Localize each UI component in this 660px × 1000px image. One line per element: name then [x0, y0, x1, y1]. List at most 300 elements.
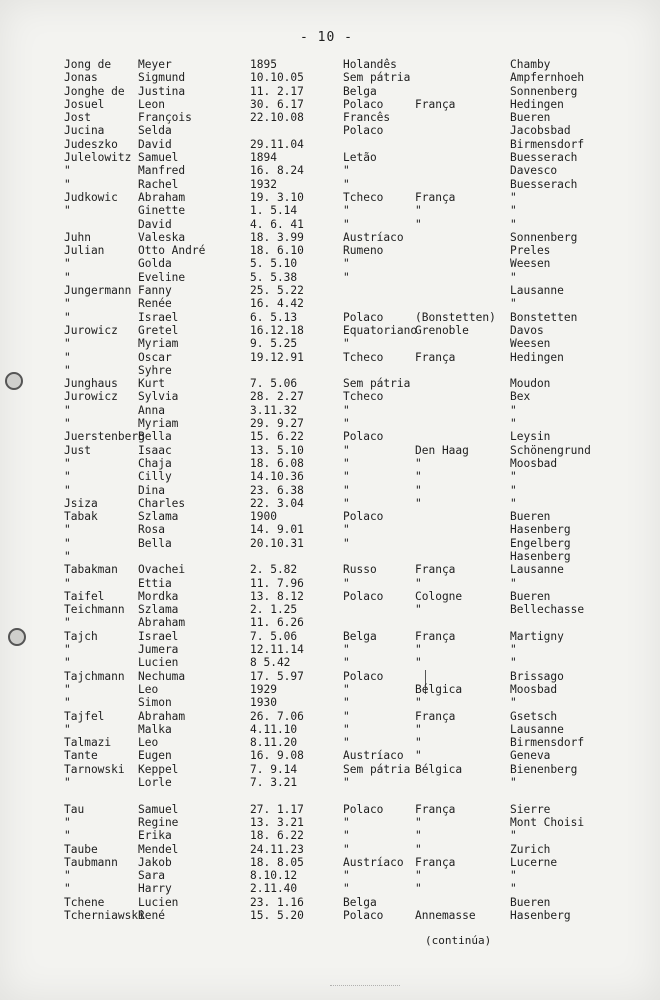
place-cell: Hedingen [510, 350, 564, 364]
place-cell: Davos [510, 323, 544, 337]
origin-note-cell: França [415, 190, 456, 204]
nationality-cell: Tcheco [343, 350, 384, 364]
surname-cell: Tchene [64, 895, 105, 909]
surname-cell: Tau [64, 802, 85, 816]
list-row [0, 816, 660, 829]
nationality-cell: Polaco [343, 802, 384, 816]
nationality-cell: Russo [343, 563, 377, 577]
surname-cell: " [64, 682, 71, 696]
surname-cell: " [64, 829, 71, 843]
list-row [0, 257, 660, 270]
list-row [0, 457, 660, 470]
surname-cell: Jost [64, 111, 91, 125]
surname-cell: Just [64, 443, 91, 457]
date-cell: 18. 3.99 [250, 230, 304, 244]
origin-note-cell: França [415, 629, 456, 643]
list-row [0, 178, 660, 191]
list-row [0, 803, 660, 816]
nationality-cell: " [343, 483, 350, 497]
nationality-cell: " [343, 842, 350, 856]
surname-cell: " [64, 536, 71, 550]
date-cell: 4. 6. 41 [250, 217, 304, 231]
origin-note-cell: " [415, 656, 422, 670]
given-name-cell: Leo [138, 736, 159, 750]
place-cell: Leysin [510, 430, 551, 444]
list-row [0, 297, 660, 310]
place-cell: " [510, 643, 517, 657]
list-row [0, 789, 660, 802]
given-name-cell: Bella [138, 536, 172, 550]
given-name-cell: Samuel [138, 802, 179, 816]
given-name-cell: Dina [138, 483, 165, 497]
list-row [0, 523, 660, 536]
date-cell: 22. 3.04 [250, 496, 304, 510]
surname-cell: Taifel [64, 589, 105, 603]
place-cell: Bueren [510, 111, 551, 125]
place-cell: Chamby [510, 58, 551, 71]
list-row [0, 351, 660, 364]
nationality-cell: " [343, 696, 350, 710]
name-list [0, 58, 660, 922]
date-cell: 1. 5.14 [250, 204, 298, 218]
date-cell: 4.11.10 [250, 722, 298, 736]
place-cell: " [510, 483, 517, 497]
nationality-cell: " [343, 656, 350, 670]
origin-note-cell: França [415, 855, 456, 869]
surname-cell: Juerstenberg [64, 430, 145, 444]
nationality-cell: Letão [343, 151, 377, 165]
nationality-cell: " [343, 496, 350, 510]
given-name-cell: Sylvia [138, 390, 179, 404]
date-cell: 23. 6.38 [250, 483, 304, 497]
place-cell: " [510, 470, 517, 484]
surname-cell: Jonas [64, 71, 98, 85]
given-name-cell: Justina [138, 84, 186, 98]
nationality-cell: " [343, 204, 350, 218]
date-cell: 7. 9.14 [250, 762, 298, 776]
date-cell: 26. 7.06 [250, 709, 304, 723]
place-cell: " [510, 696, 517, 710]
list-row [0, 869, 660, 882]
place-cell: Geneva [510, 749, 551, 763]
surname-cell: Jong de [64, 58, 112, 71]
given-name-cell: Malka [138, 722, 172, 736]
given-name-cell: Nechuma [138, 669, 186, 683]
given-name-cell: Abraham [138, 709, 186, 723]
origin-note-cell: " [415, 603, 422, 617]
nationality-cell: Austríaco [343, 855, 404, 869]
list-row [0, 111, 660, 124]
nationality-cell: " [343, 709, 350, 723]
surname-cell: " [64, 643, 71, 657]
place-cell: Jacobsbad [510, 124, 571, 138]
date-cell: 16.12.18 [250, 323, 304, 337]
place-cell: Moudon [510, 377, 551, 391]
date-cell: 18. 6.22 [250, 829, 304, 843]
date-cell: 2. 5.82 [250, 563, 298, 577]
given-name-cell: Myriam [138, 417, 179, 431]
date-cell: 15. 5.20 [250, 909, 304, 922]
nationality-cell: " [343, 523, 350, 537]
given-name-cell: Lorle [138, 776, 172, 790]
given-name-cell: Israel [138, 310, 179, 324]
surname-cell: Julelowitz [64, 151, 132, 165]
date-cell: 8.10.12 [250, 869, 298, 883]
date-cell: 5. 5.38 [250, 270, 298, 284]
nationality-cell: Tcheco [343, 390, 384, 404]
place-cell: Preles [510, 244, 551, 258]
date-cell: 20.10.31 [250, 536, 304, 550]
list-row [0, 590, 660, 603]
list-row [0, 364, 660, 377]
place-cell: Ampfernhoeh [510, 71, 585, 85]
list-row [0, 98, 660, 111]
surname-cell: " [64, 815, 71, 829]
given-name-cell: Jakob [138, 855, 172, 869]
surname-cell: " [64, 164, 71, 178]
nationality-cell: " [343, 443, 350, 457]
nationality-cell: Belga [343, 84, 377, 98]
date-cell: 1895 [250, 58, 277, 71]
date-cell: 1894 [250, 151, 277, 165]
nationality-cell: " [343, 164, 350, 178]
surname-cell: Tabakman [64, 563, 118, 577]
given-name-cell: Valeska [138, 230, 186, 244]
surname-cell: Tajch [64, 629, 98, 643]
given-name-cell: Szlama [138, 510, 179, 524]
origin-note-cell: " [415, 576, 422, 590]
given-name-cell: Keppel [138, 762, 179, 776]
list-row [0, 776, 660, 789]
surname-cell: Taube [64, 842, 98, 856]
origin-note-cell: " [415, 749, 422, 763]
nationality-cell: " [343, 470, 350, 484]
nationality-cell: Equatoriano [343, 323, 418, 337]
surname-cell: Taubmann [64, 855, 118, 869]
surname-cell: Jsiza [64, 496, 98, 510]
nationality-cell: " [343, 736, 350, 750]
date-cell: 29.11.04 [250, 137, 304, 151]
given-name-cell: Mendel [138, 842, 179, 856]
origin-note-cell: " [415, 736, 422, 750]
list-row [0, 829, 660, 842]
surname-cell: " [64, 882, 71, 896]
place-cell: Hasenberg [510, 909, 571, 922]
surname-cell: Jungermann [64, 284, 132, 298]
date-cell: 14.10.36 [250, 470, 304, 484]
date-cell: 16. 8.24 [250, 164, 304, 178]
date-cell: 11. 6.26 [250, 616, 304, 630]
given-name-cell: Leo [138, 682, 159, 696]
place-cell: Mont Choisi [510, 815, 585, 829]
list-row [0, 390, 660, 403]
given-name-cell: Anna [138, 403, 165, 417]
place-cell: Lausanne [510, 563, 564, 577]
nationality-cell: " [343, 417, 350, 431]
place-cell: " [510, 403, 517, 417]
list-row [0, 843, 660, 856]
list-row [0, 164, 660, 177]
place-cell: Davesco [510, 164, 558, 178]
surname-cell: Jurowicz [64, 390, 118, 404]
place-cell: " [510, 882, 517, 896]
list-row [0, 377, 660, 390]
surname-cell: " [64, 523, 71, 537]
surname-cell: " [64, 549, 71, 563]
surname-cell: " [64, 576, 71, 590]
given-name-cell: Sigmund [138, 71, 186, 85]
nationality-cell: Rumeno [343, 244, 384, 258]
date-cell: 25. 5.22 [250, 284, 304, 298]
place-cell: Sonnenberg [510, 84, 578, 98]
surname-cell: " [64, 403, 71, 417]
surname-cell: Tajchmann [64, 669, 125, 683]
given-name-cell: Myriam [138, 337, 179, 351]
place-cell: Lausanne [510, 284, 564, 298]
list-row [0, 577, 660, 590]
surname-cell: Tcherniawski [64, 909, 145, 922]
given-name-cell: Sara [138, 869, 165, 883]
list-row [0, 603, 660, 616]
date-cell: 27. 1.17 [250, 802, 304, 816]
list-row [0, 563, 660, 576]
surname-cell: " [64, 204, 71, 218]
place-cell: Bueren [510, 589, 551, 603]
origin-note-cell: Bélgica [415, 762, 463, 776]
list-row [0, 856, 660, 869]
given-name-cell: Leon [138, 97, 165, 111]
surname-cell: " [64, 270, 71, 284]
list-row [0, 497, 660, 510]
place-cell: Hasenberg [510, 549, 571, 563]
place-cell: Moosbad [510, 456, 558, 470]
surname-cell: " [64, 656, 71, 670]
list-row [0, 417, 660, 430]
date-cell: 5. 5.10 [250, 257, 298, 271]
nationality-cell: " [343, 337, 350, 351]
place-cell: Lausanne [510, 722, 564, 736]
list-row [0, 909, 660, 922]
given-name-cell: Fanny [138, 284, 172, 298]
date-cell: 16. 9.08 [250, 749, 304, 763]
nationality-cell: Austríaco [343, 749, 404, 763]
surname-cell: Juhn [64, 230, 91, 244]
date-cell: 14. 9.01 [250, 523, 304, 537]
nationality-cell: Austríaco [343, 230, 404, 244]
date-cell: 24.11.23 [250, 842, 304, 856]
origin-note-cell: França [415, 563, 456, 577]
date-cell: 13. 5.10 [250, 443, 304, 457]
given-name-cell: Eugen [138, 749, 172, 763]
nationality-cell: Tcheco [343, 190, 384, 204]
place-cell: Bellechasse [510, 603, 585, 617]
surname-cell: " [64, 696, 71, 710]
given-name-cell: Regine [138, 815, 179, 829]
list-row [0, 204, 660, 217]
list-row [0, 231, 660, 244]
list-row [0, 643, 660, 656]
nationality-cell: " [343, 682, 350, 696]
date-cell: 23. 1.16 [250, 895, 304, 909]
nationality-cell: " [343, 869, 350, 883]
given-name-cell: Charles [138, 496, 186, 510]
date-cell: 30. 6.17 [250, 97, 304, 111]
place-cell: Schönengrund [510, 443, 591, 457]
origin-note-cell: França [415, 802, 456, 816]
origin-note-cell: " [415, 496, 422, 510]
nationality-cell: " [343, 829, 350, 843]
date-cell: 11. 7.96 [250, 576, 304, 590]
place-cell: " [510, 656, 517, 670]
given-name-cell: Israel [138, 629, 179, 643]
list-row [0, 85, 660, 98]
given-name-cell: Jumera [138, 643, 179, 657]
place-cell: " [510, 869, 517, 883]
given-name-cell: Otto André [138, 244, 206, 258]
surname-cell: Teichmann [64, 603, 125, 617]
nationality-cell: Sem pátria [343, 377, 411, 391]
origin-note-cell: França [415, 350, 456, 364]
given-name-cell: David [138, 137, 172, 151]
date-cell: 28. 2.27 [250, 390, 304, 404]
surname-cell: " [64, 722, 71, 736]
given-name-cell: David [138, 217, 172, 231]
given-name-cell: Szlama [138, 603, 179, 617]
list-row [0, 191, 660, 204]
surname-cell: Jurowicz [64, 323, 118, 337]
list-row [0, 337, 660, 350]
list-row [0, 710, 660, 723]
date-cell: 19. 3.10 [250, 190, 304, 204]
list-row [0, 218, 660, 231]
list-row [0, 656, 660, 669]
given-name-cell: Oscar [138, 350, 172, 364]
surname-cell: Junghaus [64, 377, 118, 391]
place-cell: Bienenberg [510, 762, 578, 776]
nationality-cell: Belga [343, 629, 377, 643]
origin-note-cell: " [415, 696, 422, 710]
surname-cell: Tabak [64, 510, 98, 524]
place-cell: " [510, 576, 517, 590]
place-cell: " [510, 204, 517, 218]
given-name-cell: Kurt [138, 377, 165, 391]
list-row [0, 71, 660, 84]
list-row [0, 670, 660, 683]
nationality-cell: " [343, 882, 350, 896]
origin-note-cell: (Bonstetten) [415, 310, 496, 324]
list-row [0, 723, 660, 736]
given-name-cell: Manfred [138, 164, 186, 178]
surname-cell: " [64, 470, 71, 484]
place-cell: " [510, 297, 517, 311]
list-row [0, 138, 660, 151]
origin-note-cell: " [415, 217, 422, 231]
list-row [0, 244, 660, 257]
origin-note-cell: " [415, 829, 422, 843]
list-row [0, 630, 660, 643]
given-name-cell: Selda [138, 124, 172, 138]
place-cell: Bueren [510, 510, 551, 524]
nationality-cell: Holandês [343, 58, 397, 71]
date-cell: 11. 2.17 [250, 84, 304, 98]
given-name-cell: Erika [138, 829, 172, 843]
nationality-cell: Polaco [343, 430, 384, 444]
surname-cell: " [64, 257, 71, 271]
given-name-cell: Isaac [138, 443, 172, 457]
origin-note-cell: Annemasse [415, 909, 476, 922]
surname-cell: " [64, 297, 71, 311]
surname-cell: " [64, 776, 71, 790]
date-cell: 10.10.05 [250, 71, 304, 85]
origin-note-cell: " [415, 204, 422, 218]
nationality-cell: Polaco [343, 510, 384, 524]
place-cell: Zurich [510, 842, 551, 856]
stamp-mark [330, 985, 400, 996]
origin-note-cell: " [415, 483, 422, 497]
place-cell: Lucerne [510, 855, 558, 869]
date-cell: 3.11.32 [250, 403, 298, 417]
date-cell: 18. 8.05 [250, 855, 304, 869]
date-cell: 12.11.14 [250, 643, 304, 657]
given-name-cell: Meyer [138, 58, 172, 71]
surname-cell: " [64, 417, 71, 431]
given-name-cell: René [138, 909, 165, 922]
date-cell: 1932 [250, 177, 277, 191]
date-cell: 7. 5.06 [250, 629, 298, 643]
place-cell: Weesen [510, 337, 551, 351]
given-name-cell: Abraham [138, 190, 186, 204]
list-row [0, 284, 660, 297]
date-cell: 15. 6.22 [250, 430, 304, 444]
origin-note-cell: Bélgica [415, 682, 463, 696]
list-row [0, 124, 660, 137]
given-name-cell: Eveline [138, 270, 186, 284]
date-cell: 2.11.40 [250, 882, 298, 896]
nationality-cell: Sem pátria [343, 762, 411, 776]
surname-cell: Judkowic [64, 190, 118, 204]
nationality-cell: " [343, 722, 350, 736]
list-row [0, 470, 660, 483]
place-cell: Sonnenberg [510, 230, 578, 244]
place-cell: Gsetsch [510, 709, 558, 723]
given-name-cell: François [138, 111, 192, 125]
list-row [0, 896, 660, 909]
date-cell: 18. 6.08 [250, 456, 304, 470]
date-cell: 13. 8.12 [250, 589, 304, 603]
given-name-cell: Ovachei [138, 563, 186, 577]
given-name-cell: Ettia [138, 576, 172, 590]
place-cell: Sierre [510, 802, 551, 816]
surname-cell: " [64, 456, 71, 470]
list-row [0, 271, 660, 284]
place-cell: " [510, 829, 517, 843]
list-row [0, 749, 660, 762]
given-name-cell: Bella [138, 430, 172, 444]
given-name-cell: Gretel [138, 323, 179, 337]
nationality-cell: " [343, 776, 350, 790]
list-row [0, 510, 660, 523]
origin-note-cell: Den Haag [415, 443, 469, 457]
nationality-cell: " [343, 403, 350, 417]
list-row [0, 311, 660, 324]
surname-cell: Tajfel [64, 709, 105, 723]
place-cell: Bueren [510, 895, 551, 909]
nationality-cell: Francês [343, 111, 391, 125]
nationality-cell: Polaco [343, 124, 384, 138]
place-cell: Bex [510, 390, 531, 404]
given-name-cell: Syhre [138, 363, 172, 377]
nationality-cell: " [343, 815, 350, 829]
